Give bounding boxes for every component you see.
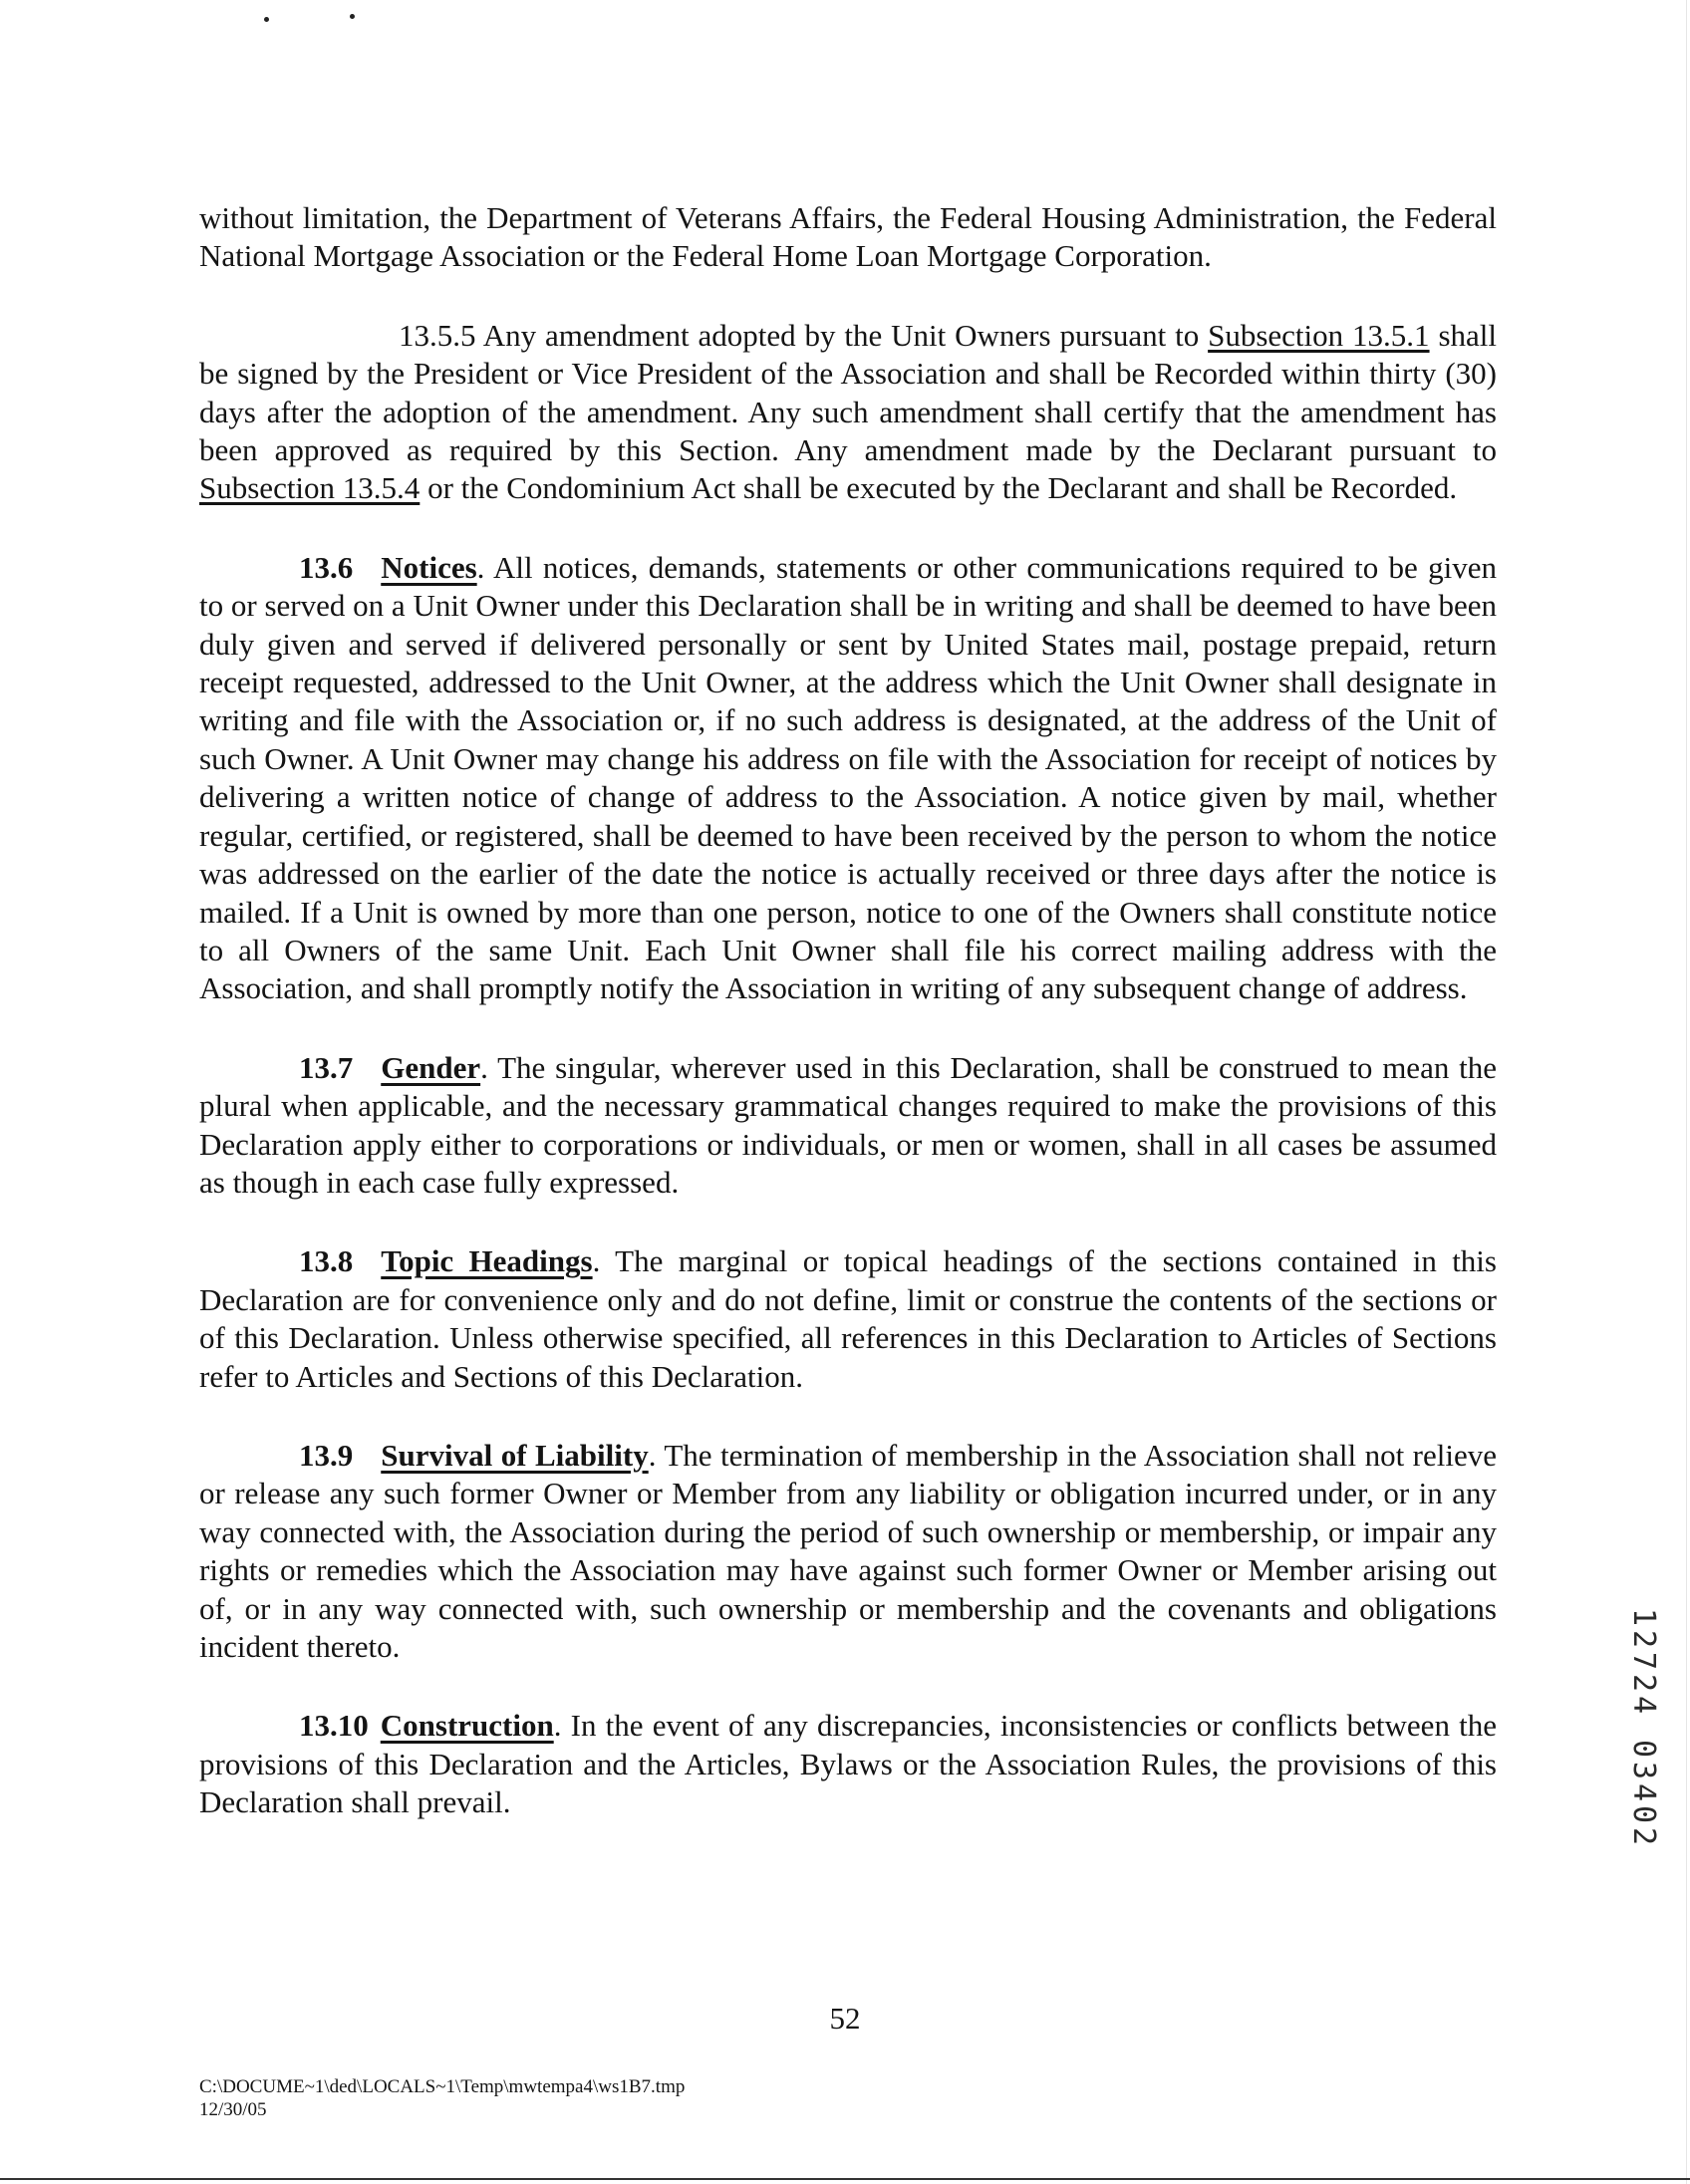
footer-file-path: C:\DOCUME~1\ded\LOCALS~1\Temp\mwtempa4\ws1B7.tmp xyxy=(199,2076,686,2097)
stamp-digit: 7 xyxy=(1626,1651,1661,1671)
stamp-digit: 0 xyxy=(1626,1804,1661,1824)
section-heading: Notices xyxy=(381,549,477,585)
section-text: . The termination of membership in the Association shall not relieve or release any such former Owner or Member from any liability or obligation incurred under, or in any way connected with, the Association during the period of such ownership or membership, or impair any rights or remedies which the Association may have against such former Owner or Member arising out of, or in any way connected with, such ownership or membership and the covenants and obligations incident thereto. xyxy=(199,1437,1498,1664)
page-number: 52 xyxy=(829,2001,861,2036)
stamp-digit: 2 xyxy=(1626,1826,1661,1846)
stamp-digit: 3 xyxy=(1626,1761,1661,1780)
scan-edge xyxy=(1686,0,1687,2184)
section-number: 13.10 xyxy=(299,1708,369,1744)
section-heading: Construction xyxy=(380,1708,554,1744)
footer-date: 12/30/05 xyxy=(199,2099,267,2120)
section-text: . In the event of any discrepancies, inconsistencies or conflicts between the provisions of this Declaration and the Articles, Bylaws or the Association Rules, the provisions of this Declaration shall prevail. xyxy=(199,1708,1497,1820)
section-13-5-5 xyxy=(199,317,1497,508)
section-text: . All notices, demands, statements or other communications required to be given to or served on a Unit Owner under this Declaration shall be in writing and shall be deemed to have been duly given and served if delivered personally or sent by United States mail, postage prepaid, return receipt requested, addressed to the Unit Owner, at the address which the Unit Owner shall designate in writing and file with the Association or, if no such address is designated, at the address of the Unit of such Owner. A Unit Owner may change his address on file with the Association for receipt of notices by delivering a written notice of change of address to the Association. A notice given by mail, whether regular, certified, or registered, shall be deemed to have been received by the person to whom the notice was addressed on the earlier of the date the notice is actually received or three days after the notice is mailed. If a Unit is owned by more than one person, notice to one of the Owners shall constitute notice to all Owners of the same Unit. Each Unit Owner shall file his correct mailing address with the Association, and shall promptly notify the Association in writing of any subsequent change of address. xyxy=(199,549,1497,1006)
document-body xyxy=(199,199,1497,1863)
stamp-digit: 1 xyxy=(1626,1607,1661,1627)
cross-reference: Subsection 13.5.4 xyxy=(199,470,421,506)
section-13-8 xyxy=(199,1242,1497,1396)
section-heading: Gender xyxy=(381,1049,481,1085)
recording-stamp xyxy=(1626,1606,1660,1847)
section-number: 13.6 xyxy=(299,549,354,585)
section-13-6 xyxy=(199,549,1497,1008)
stamp-digit: 0 xyxy=(1626,1739,1661,1759)
intro-paragraph xyxy=(199,199,1497,276)
section-text: . The marginal or topical headings of the sections contained in this Declaration are for convenience only and do not define, limit or construe the contents of the sections or of this Declaration. Unless otherwise specified, all references in this Declaration to Articles of Sections refer to Articles and Sections of this Declaration. xyxy=(199,1243,1497,1394)
section-13-9 xyxy=(199,1437,1497,1666)
section-text: Any amendment adopted by the Unit Owners pursuant to xyxy=(482,317,1200,353)
section-heading: Topic Headings xyxy=(381,1243,593,1279)
section-text: or the Condominium Act shall be executed by the Declarant and shall be Recorded. xyxy=(427,470,1458,506)
section-number: 13.8 xyxy=(299,1243,354,1279)
section-text: . The singular, wherever used in this Declaration, shall be construed to mean the plural when applicable, and the necessary grammatical changes required to make the provisions of this Declaration apply either to corporations or individuals, or men or women, shall in all cases be assumed as though in each case fully expressed. xyxy=(199,1049,1497,1200)
scan-speck xyxy=(350,14,355,19)
section-number: 13.9 xyxy=(299,1437,354,1473)
stamp-digit: 2 xyxy=(1626,1629,1661,1649)
stamp-digit: 4 xyxy=(1626,1695,1661,1715)
document-footer xyxy=(199,2075,685,2121)
stamp-digit: 4 xyxy=(1626,1782,1661,1802)
intro-text: without limitation, the Department of Veterans Affairs, the Federal Housing Administration, the Federal National Mortgage Association or the Federal Home Loan Mortgage Corporation. xyxy=(199,200,1497,274)
section-number: 13.5.5 xyxy=(399,317,476,353)
scan-bottom-rule xyxy=(0,2178,1690,2180)
scan-speck xyxy=(264,17,269,22)
section-13-7 xyxy=(199,1049,1497,1203)
section-13-10 xyxy=(199,1707,1497,1821)
section-heading: Survival of Liability xyxy=(381,1437,649,1473)
section-number: 13.7 xyxy=(299,1049,354,1085)
section-text: shall be signed by the President or Vice President of the Association and shall be Recorded within thirty (30) days after the adoption of the amendment. Any such amendment shall certify that the amendment has been approved as required by this Section. Any amendment made by the Declarant pursuant to xyxy=(199,317,1497,468)
stamp-digit: 2 xyxy=(1626,1673,1661,1693)
cross-reference: Subsection 13.5.1 xyxy=(1208,317,1430,353)
